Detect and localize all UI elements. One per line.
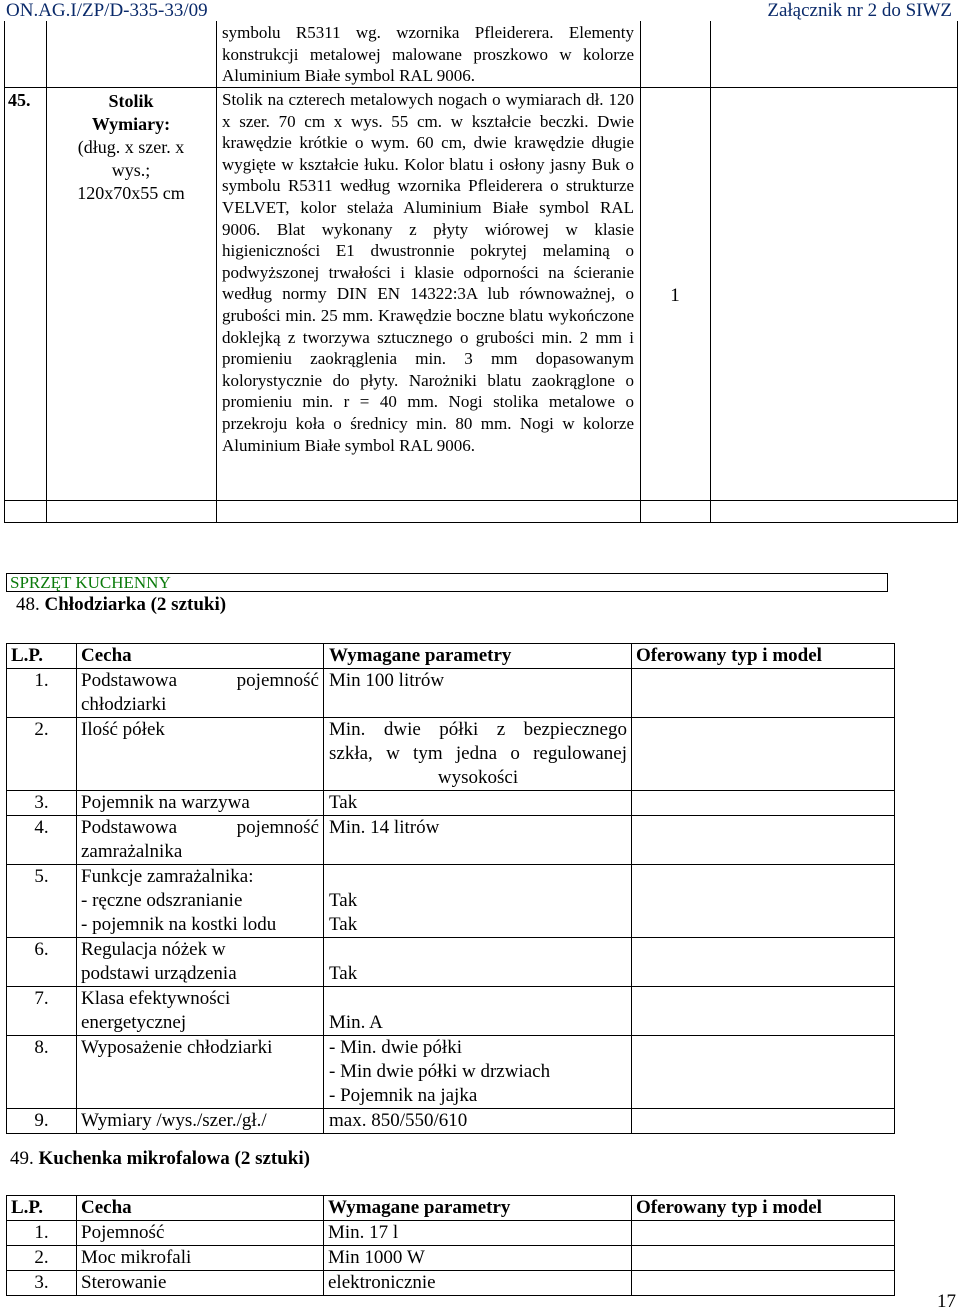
header-parametry: Wymagane parametry [324, 1196, 632, 1221]
offered-model-field[interactable] [632, 865, 895, 938]
row-lp: 7. [7, 987, 77, 1036]
row-cecha [77, 938, 324, 987]
param-line: Tak [329, 963, 358, 984]
header-cecha: Cecha [77, 1196, 324, 1221]
row-cecha [77, 1246, 324, 1271]
cecha-line: Funkcje zamrażalnika: [81, 866, 254, 887]
cecha-line: - ręczne odszranianie [81, 890, 243, 911]
item-48-title [16, 594, 226, 616]
header-lp: L.P. [7, 1196, 77, 1221]
table-header-row [7, 644, 895, 669]
param-line: Tak [329, 792, 358, 813]
item-49-number: 49. [10, 1148, 34, 1169]
table-row [7, 865, 895, 938]
item-name-cell [48, 90, 214, 205]
row-lp: 9. [7, 1109, 77, 1134]
header-oferowany: Oferowany typ i model [632, 644, 895, 669]
cecha-line: Pojemność [81, 1222, 165, 1243]
item-description: Stolik na czterech metalowych nogach o wymiarach dł. 120 x szer. 70 cm x wys. 55 cm. w kształcie beczki. Dwie krawędzie krótkie o wym. 60 cm, dwie krawędzie długie wygięte w kształcie łuku. Kolor blatu i osłony jasny Buk o symbolu R5311 według wzornika Pfleiderera o strukturze VELVET, kolor stelaża Aluminium Białe symbol RAL 9006. Blat wykonany z płyty wiórowej w klasie higieniczności E1 dwustronnie pokrytej melaminą o podwyższonej trwałości i klasie odporności na ścieranie według normy DIN EN 14322:3A lub równoważnej, o grubości min. 25 mm. Krawędzie boczne blatu wykończone doklejką z tworzywa sztucznego o grubości min. 2 mm i promieniu zaokrąglenia min. 3 mm dopasowanym kolorystycznie do płyty. Narożniki blatu zaokrąglone o promieniu min. r = 40 mm. Nogi stolika metalowe o przekroju koła o średnicy min. 80 mm. Nogi w kolorze Aluminium Białe symbol RAL 9006. [222, 90, 634, 455]
cecha-line: podstawi urządzenia [81, 963, 237, 984]
param-line: elektronicznie [328, 1272, 436, 1293]
row-param [324, 669, 632, 718]
cecha-line: Regulacja nóżek w [81, 939, 226, 960]
row-lp: 3. [7, 1271, 77, 1296]
param-line [329, 938, 627, 962]
param-line: - Pojemnik na jajka [329, 1085, 478, 1106]
offered-model-field[interactable] [632, 938, 895, 987]
offered-model-field[interactable] [632, 669, 895, 718]
item-48-number: 48. [16, 594, 40, 615]
param-line [329, 865, 627, 889]
quantity: 1 [670, 285, 680, 306]
row-param [324, 865, 632, 938]
row-lp: 6. [7, 938, 77, 987]
dimensions-format: (dług. x szer. x [77, 137, 185, 157]
row-param [324, 816, 632, 865]
cecha-line: Klasa efektywności [81, 988, 231, 1009]
cecha-line: zamrażalnika [81, 841, 183, 862]
param-line: Min 1000 W [328, 1247, 425, 1268]
row-cecha [77, 816, 324, 865]
table-row [7, 1109, 895, 1134]
offered-model-field[interactable] [632, 1036, 895, 1109]
row-param [324, 1271, 632, 1296]
row-param [324, 1246, 632, 1271]
row-param [324, 718, 632, 791]
param-line: wysokości [437, 767, 519, 788]
offered-model-field[interactable] [632, 1109, 895, 1134]
param-line: Min. 17 l [328, 1222, 399, 1243]
param-line [329, 987, 627, 1011]
table-row [7, 791, 895, 816]
param-line: Tak [329, 890, 358, 911]
param-line: - Min dwie półki w drzwiach [329, 1061, 551, 1082]
cecha-line: Wyposażenie chłodziarki [81, 1037, 273, 1058]
table-row [7, 1246, 895, 1271]
row-cecha [77, 987, 324, 1036]
row-lp: 3. [7, 791, 77, 816]
page-number: 17 [937, 1291, 956, 1312]
row-cecha [77, 1221, 324, 1246]
section-title: SPRZĘT KUCHENNY [10, 573, 171, 592]
row-cecha [77, 1109, 324, 1134]
dimensions-value: 120x70x55 cm [77, 183, 185, 203]
row-cecha [77, 1036, 324, 1109]
row-lp: 1. [7, 669, 77, 718]
row-cecha [77, 791, 324, 816]
row-param [324, 1036, 632, 1109]
param-line: Min. dwie półki z bezpiecznego [329, 719, 627, 740]
row-param [324, 987, 632, 1036]
row-lp: 8. [7, 1036, 77, 1109]
table-row [7, 1221, 895, 1246]
table-row [7, 669, 895, 718]
dimensions-format-cont: wys.; [111, 160, 151, 180]
offered-model-field[interactable] [632, 718, 895, 791]
row-param [324, 938, 632, 987]
table-row [7, 1271, 895, 1296]
dimensions-label: Wymiary: [91, 114, 171, 134]
table-row [7, 718, 895, 791]
row-cecha [77, 865, 324, 938]
row-lp: 5. [7, 865, 77, 938]
document-reference: ON.AG.I/ZP/D-335-33/09 [6, 0, 208, 21]
offered-model-field[interactable] [632, 1271, 895, 1296]
offered-model-field[interactable] [632, 1221, 895, 1246]
microwave-spec-table [6, 1195, 895, 1296]
row-param [324, 1109, 632, 1134]
cecha-line: Pojemnik na warzywa [81, 792, 250, 813]
table-row [7, 1036, 895, 1109]
header-oferowany: Oferowany typ i model [632, 1196, 895, 1221]
row-cecha [77, 718, 324, 791]
row-param [324, 791, 632, 816]
previous-row-description: symbolu R5311 wg. wzornika Pfleiderera. Elementy konstrukcji metalowej malowane proszkowo w kolorze Aluminium Białe symbol RAL 9006. [222, 23, 634, 86]
row-number-45: 45. [8, 90, 31, 110]
cecha-line: Wymiary /wys./szer./gł./ [81, 1110, 267, 1131]
row-lp: 2. [7, 1246, 77, 1271]
param-line: Min. A [329, 1012, 383, 1033]
offered-model-field[interactable] [632, 791, 895, 816]
cecha-line: Podstawowa pojemność [81, 817, 319, 838]
fridge-spec-table [6, 643, 895, 1134]
offered-model-field[interactable] [632, 1246, 895, 1271]
item-49-name: Kuchenka mikrofalowa (2 sztuki) [38, 1148, 310, 1169]
attachment-label: Załącznik nr 2 do SIWZ [767, 0, 952, 21]
cecha-line: chłodziarki [81, 694, 167, 715]
cecha-line: energetycznej [81, 1012, 187, 1033]
row-cecha [77, 1271, 324, 1296]
row-lp: 2. [7, 718, 77, 791]
header-lp: L.P. [7, 644, 77, 669]
row-lp: 4. [7, 816, 77, 865]
cecha-line: Ilość półek [81, 719, 165, 740]
row-cecha [77, 669, 324, 718]
header-parametry: Wymagane parametry [324, 644, 632, 669]
offered-model-field[interactable] [632, 816, 895, 865]
header-cecha: Cecha [77, 644, 324, 669]
table-header-row [7, 1196, 895, 1221]
param-line: - Min. dwie półki [329, 1037, 462, 1058]
offered-model-field[interactable] [632, 987, 895, 1036]
item-49-title [10, 1148, 310, 1170]
cecha-line: Podstawowa pojemność [81, 670, 319, 691]
cecha-line: Sterowanie [81, 1272, 167, 1293]
row-param [324, 1221, 632, 1246]
param-line: Min 100 litrów [329, 670, 445, 691]
param-line: szkła, w tym jedna o regulowanej [329, 743, 627, 764]
item-48-name: Chłodziarka (2 sztuki) [44, 594, 227, 615]
table-row [7, 816, 895, 865]
table-row [7, 938, 895, 987]
item-name: Stolik [108, 91, 154, 111]
param-line: max. 850/550/610 [329, 1110, 468, 1131]
param-line: Tak [329, 914, 358, 935]
cecha-line: Moc mikrofali [81, 1247, 192, 1268]
cecha-line: - pojemnik na kostki lodu [81, 914, 277, 935]
table-row [7, 987, 895, 1036]
row-lp: 1. [7, 1221, 77, 1246]
param-line: Min. 14 litrów [329, 817, 440, 838]
